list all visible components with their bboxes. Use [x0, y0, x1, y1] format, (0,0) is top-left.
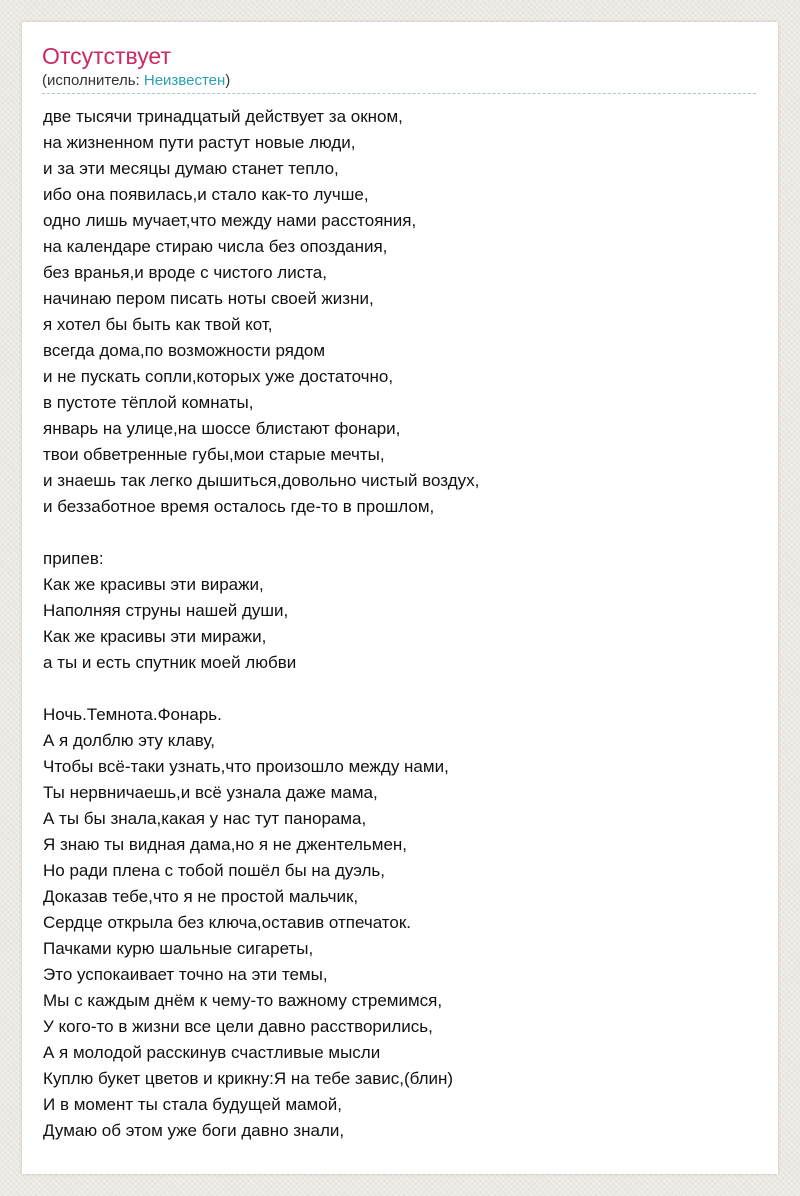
- lyric-line: У кого-то в жизни все цели давно расстворились,: [43, 1017, 433, 1036]
- song-title: Отсутствует: [42, 43, 171, 69]
- lyric-line: на жизненном пути растут новые люди,: [43, 133, 356, 152]
- lyric-line: в пустоте тёплой комнаты,: [43, 393, 254, 412]
- artist-link[interactable]: Неизвестен: [143, 72, 226, 89]
- artist-prefix: (исполнитель:: [42, 72, 144, 89]
- lyric-line: Куплю букет цветов и крикну:Я на тебе завис,(блин): [43, 1069, 454, 1088]
- lyrics-text: [43, 104, 763, 1144]
- lyric-line: твои обветренные губы,мои старые мечты,: [43, 445, 385, 464]
- stanza-gap: [43, 676, 763, 702]
- header-divider: [42, 93, 756, 94]
- lyric-line: Ночь.Темнота.Фонарь.: [43, 705, 222, 724]
- lyric-line: я хотел бы быть как твой кот,: [43, 315, 273, 334]
- lyric-line: Ты нервничаешь,и всё узнала даже мама,: [43, 783, 378, 802]
- lyric-line: Сердце открыла без ключа,оставив отпечаток.: [43, 913, 412, 932]
- lyric-line: начинаю пером писать ноты своей жизни,: [43, 289, 374, 308]
- lyric-line: одно лишь мучает,что между нами расстояния,: [43, 211, 417, 230]
- lyric-line: Пачками курю шальные сигареты,: [43, 939, 314, 958]
- artist-line: [42, 72, 230, 90]
- lyric-line: припев:: [43, 549, 104, 568]
- lyric-line: Я знаю ты видная дама,но я не джентельмен,: [43, 835, 408, 854]
- lyric-line: Это успокаивает точно на эти темы,: [43, 965, 328, 984]
- lyric-line: и не пускать сопли,которых уже достаточно,: [43, 367, 394, 386]
- lyric-line: и беззаботное время осталось где-то в прошлом,: [43, 497, 435, 516]
- lyric-line: всегда дома,по возможности рядом: [43, 341, 326, 360]
- lyric-line: А я долблю эту клаву,: [43, 731, 215, 750]
- lyric-line: Но ради плена с тобой пошёл бы на дуэль,: [43, 861, 386, 880]
- lyric-line: Доказав тебе,что я не простой мальчик,: [43, 887, 359, 906]
- lyric-line: И в момент ты стала будущей мамой,: [43, 1095, 342, 1114]
- lyric-line: Чтобы всё-таки узнать,что произошло между нами,: [43, 757, 449, 776]
- lyric-line: и знаешь так легко дышиться,довольно чистый воздух,: [43, 471, 480, 490]
- lyric-line: А ты бы знала,какая у нас тут панорама,: [43, 809, 367, 828]
- lyric-line: на календаре стираю числа без опоздания,: [43, 237, 388, 256]
- stanza-gap: [43, 520, 763, 546]
- lyric-line: две тысячи тринадцатый действует за окном,: [43, 107, 403, 126]
- lyrics-card: [22, 22, 778, 1174]
- artist-suffix: ): [225, 72, 231, 89]
- lyric-line: Как же красивы эти миражи,: [43, 627, 267, 646]
- lyric-line: А я молодой расскинув счастливые мысли: [43, 1043, 381, 1062]
- lyric-line: без вранья,и вроде с чистого листа,: [43, 263, 327, 282]
- lyric-line: Мы с каждым днём к чему-то важному стремимся,: [43, 991, 443, 1010]
- lyric-line: ибо она появилась,и стало как-то лучше,: [43, 185, 369, 204]
- lyric-line: а ты и есть спутник моей любви: [43, 653, 297, 672]
- lyric-line: Думаю об этом уже боги давно знали,: [43, 1121, 345, 1140]
- lyric-line: январь на улице,на шоссе блистают фонари,: [43, 419, 401, 438]
- lyric-line: Как же красивы эти виражи,: [43, 575, 264, 594]
- lyric-line: Наполняя струны нашей души,: [43, 601, 289, 620]
- lyric-line: и за эти месяцы думаю станет тепло,: [43, 159, 339, 178]
